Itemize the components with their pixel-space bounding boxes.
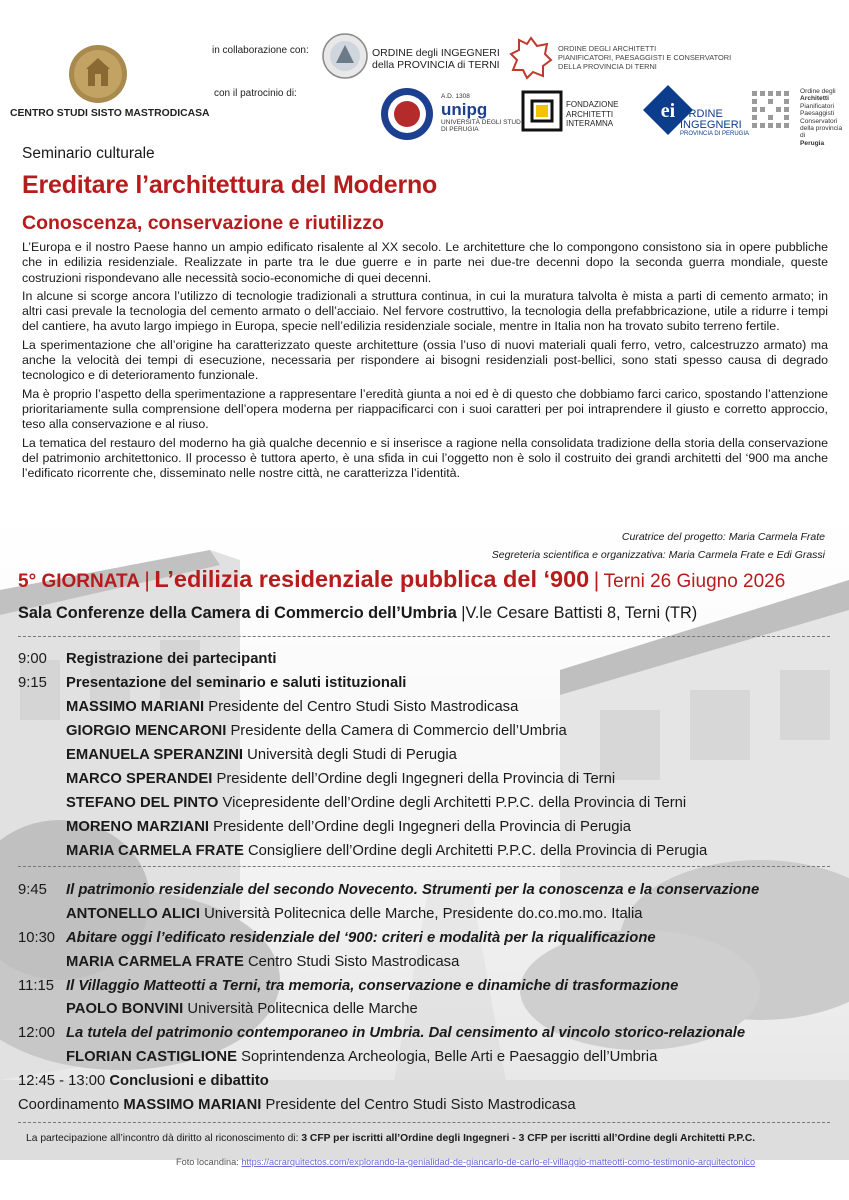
program-title: Registrazione dei partecipanti — [66, 651, 277, 667]
curatrice: Curatrice del progetto: Maria Carmela Frate — [621, 531, 825, 543]
cfp-note: La partecipazione all’incontro dà diritto al riconoscimento di: 3 CFP per iscritti all’Ordine degli Ingegneri - 3 CFP per iscritti all’Ordine degli Architetti P.P.C. — [26, 1133, 756, 1144]
talk-row: 11:15 Il Villaggio Matteotti a Terni, tra memoria, conservazione e dinamiche di trasformazione — [18, 978, 679, 994]
unipg-seal-icon — [380, 87, 434, 141]
speaker-line: EMANUELA SPERANZINI Università degli Studi di Perugia — [66, 747, 457, 763]
talk-row: 12:00 La tutela del patrimonio contemporaneo in Umbria. Dal censimento al vincolo storico-relazionale — [18, 1025, 746, 1041]
speaker-line: FLORIAN CASTIGLIONE Soprintendenza Archeologia, Belle Arti e Paesaggio dell’Umbria — [66, 1049, 658, 1065]
giornata-separator: | — [593, 569, 600, 592]
giornata-number: 5° GIORNATA — [18, 571, 140, 592]
program-row — [18, 674, 406, 692]
speaker-line: MARCO SPERANDEI Presidente dell’Ordine degli Ingegneri della Provincia di Terni — [66, 771, 616, 787]
venue — [18, 604, 697, 623]
centro-name: CENTRO STUDI SISTO MASTRODICASA — [10, 108, 210, 119]
speaker-line: GIORGIO MENCARONI Presidente della Camera di Commercio dell’Umbria — [66, 723, 567, 739]
intro-paragraph: Ma è proprio l’aspetto della sperimentazione a rappresentare l’eredità giunta a noi ed è di questo che dobbiamo farci carico, spostando l’attenzione prioritariamente sulla comprensione dell’opera moderna per riappacificarci con i suoi caratteri per poi intraprendere il giusto e corretto approccio, teso alla conservazione e al riuso. — [22, 386, 828, 432]
venue-name: Sala Conferenze della Camera di Commercio dell’Umbria — [18, 604, 457, 622]
ordine-architetti-terni-icon — [509, 36, 553, 80]
ordine-ing-terni-label: ORDINE degli INGEGNERI della PROVINCIA di TERNI — [372, 47, 500, 71]
photo-credit: Foto locandina: https://acrarquitectos.com/explorando-la-genialidad-de-giancarlo-de-carlo-el-villaggio-matteotti-como-testimonio-arquitectonico — [176, 1157, 756, 1167]
segreteria: Segreteria scientifica e organizzativa: Maria Carmela Frate e Edi Grassi — [491, 549, 825, 561]
giornata-heading — [18, 566, 785, 593]
speaker-line: STEFANO DEL PINTO Vicepresidente dell’Ordine degli Architetti P.P.C. della Provincia di Terni — [66, 795, 687, 811]
divider — [18, 636, 830, 637]
program-time: 9:15 — [18, 675, 47, 691]
page-subtitle: Conoscenza, conservazione e riutilizzo — [22, 212, 384, 234]
intro-paragraph: In alcune si scorge ancora l’utilizzo di tecnologie tradizionali a struttura continua, in cui la muratura talvolta è mista a parti di cemento armato; in altri casi prevale la tecnologia del cemento armato o dell’acciaio. Nel fervore costruttivo, la tecnologia della prefabbricazione, utile a ridurre i tempi del cantiere, ha avuto largo impiego in Europa, specie nell’edilizia residenziale sociale, mentre in Italia non ha trovato subito terreno fertile. — [22, 288, 828, 334]
giornata-separator: | — [144, 569, 150, 592]
talk-row: 9:45 Il patrimonio residenziale del secondo Novecento. Strumenti per la conoscenza e la conservazione — [18, 882, 760, 898]
giornata-theme: L’edilizia residenziale pubblica del ‘900 — [154, 566, 590, 592]
divider — [18, 866, 830, 867]
closing-row: 12:45 - 13:00 Conclusioni e dibattito — [18, 1073, 269, 1089]
program-time: 9:00 — [18, 651, 47, 667]
header — [0, 0, 849, 145]
intro-text — [22, 240, 828, 484]
intro-paragraph: La tematica del restauro del moderno ha già qualche decennio e si inserisce a ragione nella consolidata tradizione della storia della conservazione del patrimonio architettonico. Il processo è tuttora aperto, è una sfida in cui l’oggetto non è solo il costruito dei grandi architetti del ‘900 ma anche l’edificato ricorrente che, disseminato nelle nostre città, ne caratterizza l’identità. — [22, 435, 828, 481]
collab-label: in collaborazione con: — [212, 45, 309, 56]
seminar-kind: Seminario culturale — [22, 145, 155, 162]
speaker-line: MARIA CARMELA FRATE Consigliere dell’Ordine degli Architetti P.P.C. della Provincia di Perugia — [66, 843, 708, 859]
coordination-row: Coordinamento MASSIMO MARIANI Presidente del Centro Studi Sisto Mastrodicasa — [18, 1097, 576, 1113]
page-title: Ereditare l’architettura del Moderno — [22, 171, 438, 199]
speaker-line: PAOLO BONVINI Università Politecnica delle Marche — [66, 1001, 418, 1017]
venue-address: |V.le Cesare Battisti 8, Terni (TR) — [461, 604, 698, 622]
fondazione-interamna-icon — [521, 90, 563, 132]
speaker-line: ANTONELLO ALICI Università Politecnica delle Marche, Presidente do.co.mo.mo. Italia — [66, 906, 643, 922]
intro-paragraph: L’Europa e il nostro Paese hanno un ampio edificato risalente al XX secolo. Le architetture che lo compongono consistono sia in opere pubbliche che in edilizia residenziale. Realizzate in parte tra le due guerre e in parte nei due-tre decenni dopo la seconda guerra mondiale, queste costruzioni rispondevano alle necessità socio-economiche di quei decenni. — [22, 240, 828, 285]
giornata-date: Terni 26 Giugno 2026 — [603, 571, 786, 592]
speaker-line: MORENO MARZIANI Presidente dell’Ordine degli Ingegneri della Provincia di Perugia — [66, 819, 632, 835]
patrocinio-label: con il patrocinio di: — [214, 88, 297, 99]
ordine-arch-terni-label: ORDINE DEGLI ARCHITETTI PIANIFICATORI, PAESAGGISTI E CONSERVATORI DELLA PROVINCIA DI TERNI — [558, 44, 732, 71]
speaker-line: MARIA CARMELA FRATE Centro Studi Sisto Mastrodicasa — [66, 954, 460, 970]
program-title: Presentazione del seminario e saluti istituzionali — [66, 675, 407, 691]
divider — [18, 1122, 830, 1123]
svg-text:ei: ei — [660, 100, 676, 122]
program-row — [18, 650, 277, 668]
intro-paragraph: La sperimentazione che all’origine ha caratterizzato queste architetture (ossia l’uso di nuovi materiali quali ferro, vetro, calcestruzzo armato) ma anche la velocità dei tempi di esecuzione, necessaria per rispondere ai bisogni residenziali post-bellici, sono stati spesso causa di degrado tecnologico e di deterioramento funzionale. — [22, 337, 828, 383]
photo-credit-link[interactable]: https://acrarquitectos.com/explorando-la-genialidad-de-giancarlo-de-carlo-el-villaggio-matteotti-como-testimonio-arquitectonico — [241, 1157, 756, 1167]
fondazione-label: FONDAZIONE ARCHITETTI INTERAMNA — [566, 100, 619, 128]
centro-seal-icon — [68, 44, 128, 104]
ordine-architetti-perugia-icon — [750, 89, 794, 133]
unipg-label: A.D. 1308 unipg UNIVERSITÀ DEGLI STUDI DI PERUGIA — [441, 93, 523, 133]
ordine-arch-perugia-label: Ordine degli Architetti Pianificatori Paesaggisti Conservatori della provincia di Perugia — [800, 88, 843, 147]
ordine-ing-perugia-label: ORDINE INGEGNERI PROVINCIA DI PERUGIA — [680, 108, 750, 137]
talk-row: 10:30 Abitare oggi l’edificato residenziale del ‘900: criteri e modalità per la riqualificazione — [18, 930, 656, 946]
speaker-line: MASSIMO MARIANI Presidente del Centro Studi Sisto Mastrodicasa — [66, 699, 519, 715]
ordine-ingegneri-terni-icon — [322, 33, 368, 79]
